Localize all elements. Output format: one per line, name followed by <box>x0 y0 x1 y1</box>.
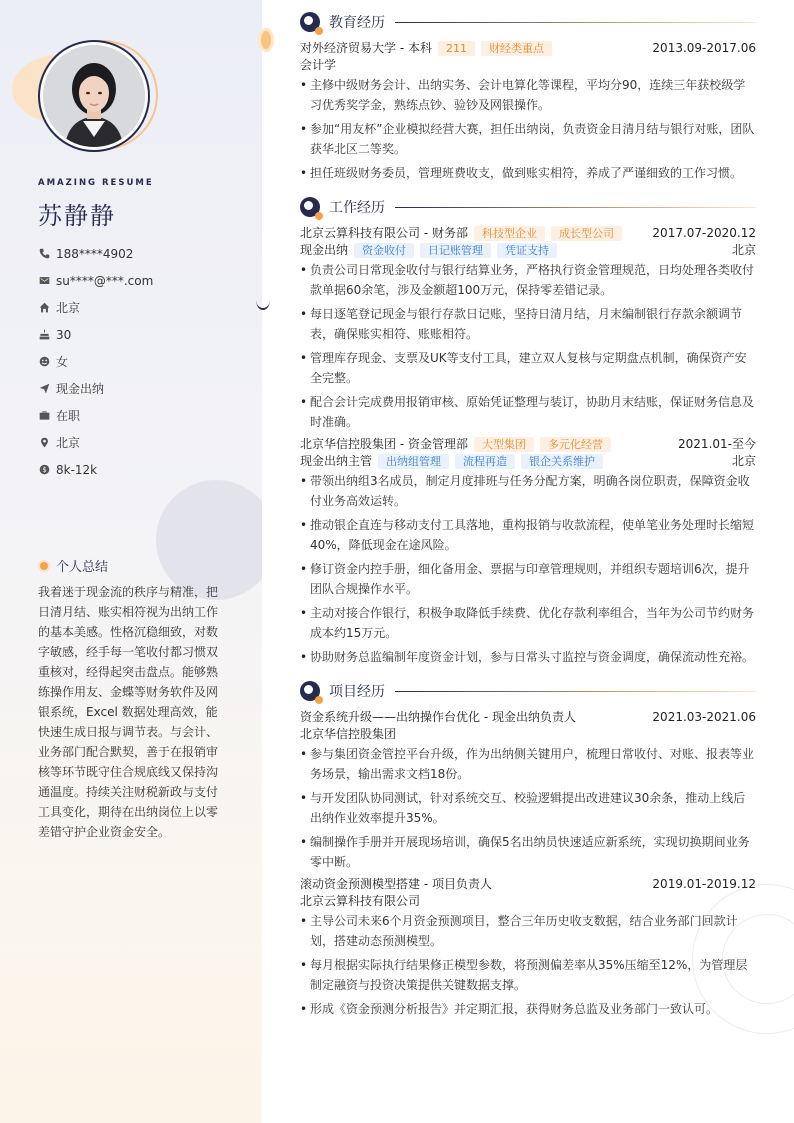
bullet-item: • 主导公司未来6个月资金预测项目，整合三年历史收支数据，结合业务部门回款计划，搭建动态预测模型。 <box>300 911 756 951</box>
bullet-item: • 编制操作手册并开展现场培训，确保5名出纳员快速适应新系统，实现切换期间业务零中断。 <box>300 832 756 872</box>
project-bullets <box>300 911 756 1019</box>
salary-icon <box>38 464 50 476</box>
cake-icon <box>38 329 50 341</box>
school-tag: 211 <box>438 41 475 56</box>
home-city-text: 北京 <box>56 301 81 315</box>
send-icon <box>38 383 50 395</box>
person-name: 苏静静 <box>38 202 116 230</box>
section-divider <box>395 207 756 208</box>
bullet-item: • 负责公司日常现金收付与银行结算业务，严格执行资金管理规范，日均处理各类收付款单据60余笔，涉及金额超100万元，保持零差错记录。 <box>300 260 756 300</box>
info-status <box>38 402 153 429</box>
company-name: 北京华信控股集团 - 资金管理部 <box>300 437 468 451</box>
role-tag: 流程再造 <box>455 454 515 469</box>
status-text: 在职 <box>56 409 81 423</box>
education-major-row <box>300 57 756 74</box>
gender-text: 女 <box>56 355 69 369</box>
role-tag: 银企关系维护 <box>521 454 603 469</box>
role-tag: 资金收付 <box>354 243 414 258</box>
school-name: 对外经济贸易大学 - 本科 <box>300 41 432 55</box>
company-tag: 多元化经营 <box>540 437 611 452</box>
work-header <box>300 195 756 219</box>
job-date: 2021.01-至今 <box>678 437 756 451</box>
work-section <box>300 195 756 667</box>
job-city: 北京 <box>731 243 756 257</box>
job-role: 现金出纳 <box>300 243 349 257</box>
projects-header <box>300 679 756 703</box>
job-company-group <box>300 225 622 242</box>
decorative-orange-dot <box>258 28 274 52</box>
education-date: 2013.09-2017.06 <box>652 41 756 55</box>
summary-text: 我着迷于现金流的秩序与精准，把日清月结、账实相符视为出纳工作的基本美感。性格沉稳细致，对数字敏感，经手每一笔收付都习惯双重核对，经得起突击盘点。能够熟练操作用友、金蝶等财务软件及网银系统，Excel 数据处理高效，能快速生成日报与调节表。与会计、业务部门配合默契，善于在报销审核等环节既守住合规底线又保持沟通温度。持续关注财税新政与支付工具变化，期待在出纳岗位上以零差错守护企业资金安全。 <box>38 585 219 839</box>
role-tag: 日记账管理 <box>420 243 491 258</box>
bullet-item: • 担任班级财务委员，管理班费收支，做到账实相符，养成了严谨细致的工作习惯。 <box>300 163 756 183</box>
bullet-item: • 协助财务总监编制年度资金计划，参与日常头寸监控与资金调度，确保流动性充裕。 <box>300 647 756 667</box>
profile-photo <box>43 45 145 147</box>
education-title: 教育经历 <box>329 15 385 31</box>
section-icon <box>300 681 320 701</box>
decorative-navy-arc <box>256 290 270 310</box>
job-role-row <box>300 453 756 470</box>
job-city: 北京 <box>731 454 756 468</box>
briefcase-icon <box>38 410 50 422</box>
education-bullets <box>300 75 756 183</box>
info-location <box>38 429 153 456</box>
info-gender <box>38 348 153 375</box>
job-role: 现金出纳主管 <box>300 454 373 468</box>
bullet-item: • 每日逐笔登记现金与银行存款日记账，坚持日清月结，月末编制银行存款余额调节表，确保账实相符、账账相符。 <box>300 304 756 344</box>
projects-title: 项目经历 <box>329 684 385 700</box>
role-tag: 凭证支持 <box>497 243 557 258</box>
section-icon <box>300 197 320 217</box>
summary-title-text: 个人总结 <box>56 560 109 575</box>
project-org: 北京华信控股集团 <box>300 727 397 741</box>
position-text: 现金出纳 <box>56 382 105 396</box>
project-org: 北京云算科技有限公司 <box>300 894 421 908</box>
summary-dot-icon <box>38 560 50 572</box>
contact-info-list <box>38 240 153 483</box>
work-title: 工作经历 <box>329 200 385 216</box>
job-company-row <box>300 225 756 242</box>
company-tag: 大型集团 <box>474 437 534 452</box>
bullet-item: • 参与集团资金管控平台升级，作为出纳侧关键用户，梳理日常收付、对账、报表等业务场景，输出需求文档18份。 <box>300 744 756 784</box>
bullet-item: • 形成《资金预测分析报告》并定期汇报，获得财务总监及业务部门一致认可。 <box>300 999 756 1019</box>
bullet-item: • 每月根据实际执行结果修正模型参数，将预测偏差率从35%压缩至12%，为管理层制定融资与投资决策提供关键数据支撑。 <box>300 955 756 995</box>
section-divider <box>395 691 756 692</box>
project-title-row <box>300 876 756 893</box>
education-school-group <box>300 40 552 57</box>
mail-icon <box>38 275 50 287</box>
bullet-item: • 带领出纳组3名成员，制定月度排班与任务分配方案，明确各岗位职责，保障资金收付业务高效运转。 <box>300 471 756 511</box>
job-entry <box>300 225 756 432</box>
bullet-item: • 主动对接合作银行，积极争取降低手续费、优化存款利率组合，当年为公司节约财务成本约15万元。 <box>300 603 756 643</box>
education-header <box>300 10 756 34</box>
main-content <box>300 10 756 1031</box>
sidebar <box>0 0 262 1123</box>
job-bullets <box>300 260 756 432</box>
job-company-group <box>300 436 611 453</box>
job-bullets <box>300 471 756 667</box>
info-position <box>38 375 153 402</box>
bullet-item: • 修订资金内控手册，细化备用金、票据与印章管理规则，并组织专题培训6次，提升团队合规操作水平。 <box>300 559 756 599</box>
email-text: su****@***.com <box>56 273 154 288</box>
projects-section <box>300 679 756 1019</box>
gender-icon <box>38 356 50 368</box>
phone-text: 188****4902 <box>56 246 134 261</box>
job-date: 2017.07-2020.12 <box>652 226 756 240</box>
project-name: 资金系统升级——出纳操作台优化 - 现金出纳负责人 <box>300 710 576 724</box>
education-section <box>300 10 756 183</box>
bullet-item: • 与开发团队协同测试，针对系统交互、校验逻辑提出改进建议30余条，推动上线后出纳作业效率提升35%。 <box>300 788 756 828</box>
bullet-item: • 主修中级财务会计、出纳实务、会计电算化等课程，平均分90，连续三年获校级学习优秀奖学金，熟练点钞、验钞及网银操作。 <box>300 75 756 115</box>
bullet-item: • 参加“用友杯”企业模拟经营大赛，担任出纳岗，负责资金日清月结与银行对账，团队获华北区二等奖。 <box>300 119 756 159</box>
bullet-item: • 配合会计完成费用报销审核、原始凭证整理与装订，协助月末结账，保证财务信息及时准确。 <box>300 392 756 432</box>
job-entry <box>300 436 756 667</box>
salary-text: 8k-12k <box>56 462 98 477</box>
project-name: 滚动资金预测模型搭建 - 项目负责人 <box>300 877 492 891</box>
bullet-item: • 管理库存现金、支票及UK等支付工具，建立双人复核与定期盘点机制，确保资产安全完整。 <box>300 348 756 388</box>
info-phone <box>38 240 153 267</box>
info-home <box>38 294 153 321</box>
job-company-row <box>300 436 756 453</box>
education-entry-row <box>300 40 756 57</box>
avatar <box>43 45 145 147</box>
age-text: 30 <box>56 327 72 342</box>
project-title-row <box>300 709 756 726</box>
project-entry <box>300 709 756 872</box>
project-org-row <box>300 726 756 743</box>
project-bullets <box>300 744 756 872</box>
resume-tagline: AMAZING RESUME <box>38 178 154 188</box>
company-name: 北京云算科技有限公司 - 财务部 <box>300 226 468 240</box>
project-org-row <box>300 893 756 910</box>
section-icon <box>300 12 320 32</box>
project-date: 2019.01-2019.12 <box>652 877 756 891</box>
job-role-group <box>300 242 557 259</box>
location-text: 北京 <box>56 436 81 450</box>
major-name: 会计学 <box>300 58 337 72</box>
section-divider <box>395 22 756 23</box>
company-tag: 科技型企业 <box>474 226 545 241</box>
home-icon <box>38 302 50 314</box>
info-age <box>38 321 153 348</box>
svg-text:$: $ <box>41 465 47 474</box>
role-tag: 出纳组管理 <box>378 454 449 469</box>
school-tag: 财经类重点 <box>481 41 552 56</box>
phone-icon <box>38 248 50 260</box>
avatar-frame <box>38 40 150 152</box>
project-date: 2021.03-2021.06 <box>652 710 756 724</box>
summary-heading <box>38 556 108 575</box>
project-entry <box>300 876 756 1019</box>
bullet-item: • 推动银企直连与移动支付工具落地，重构报销与收款流程，使单笔业务处理时长缩短40%，降低现金在途风险。 <box>300 515 756 555</box>
job-role-row <box>300 242 756 259</box>
location-pin-icon <box>38 437 50 449</box>
job-role-group <box>300 453 603 470</box>
company-tag: 成长型公司 <box>551 226 622 241</box>
info-email <box>38 267 153 294</box>
info-salary <box>38 456 153 483</box>
